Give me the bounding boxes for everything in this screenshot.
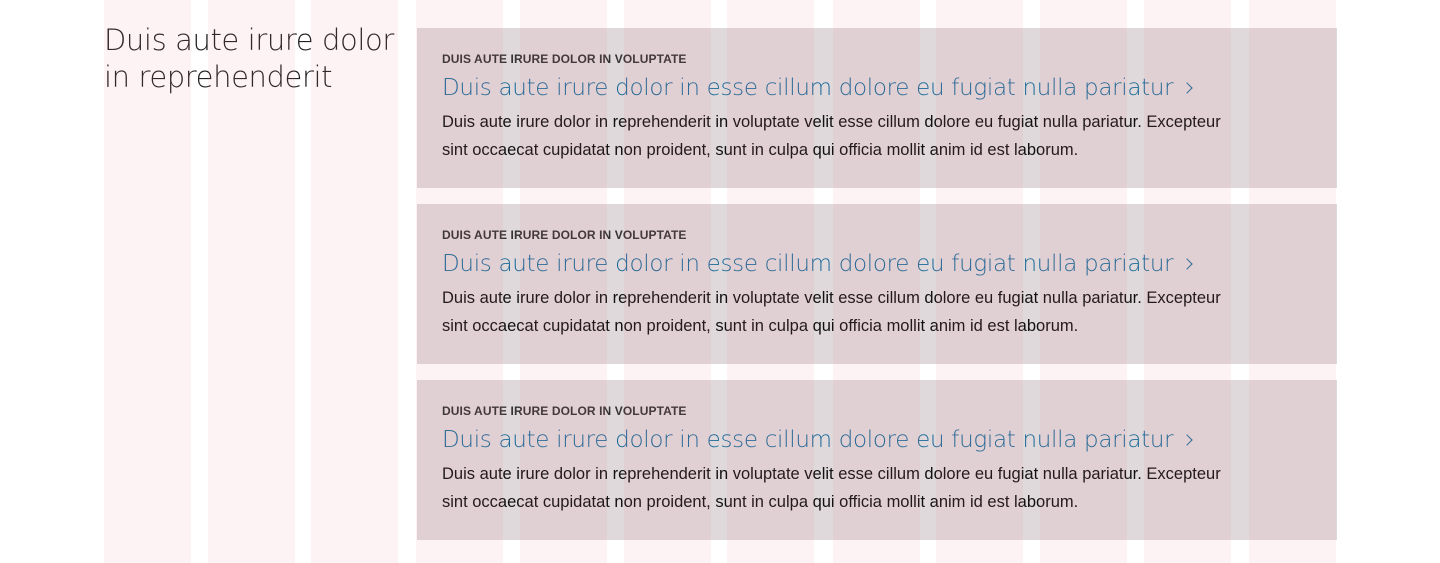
card-eyebrow: DUIS AUTE IRURE DOLOR IN VOLUPTATE [442, 404, 687, 418]
card [417, 28, 1337, 188]
card-title-link[interactable] [442, 249, 1191, 279]
chevron-right-icon [1182, 434, 1193, 445]
card-description: Duis aute irure dolor in reprehenderit in voluptate velit esse cillum dolore eu fugiat nulla pariatur. Excepteur sint occaecat cupidatat non proident, sunt in culpa qui officia mollit anim id est laborum. [442, 465, 1221, 511]
card-eyebrow: DUIS AUTE IRURE DOLOR IN VOLUPTATE [442, 52, 687, 66]
card-title-link[interactable] [442, 73, 1191, 103]
card-list [417, 28, 1337, 556]
card-title-link-label: Duis aute irure dolor in esse cillum dolore eu fugiat nulla pariatur [442, 75, 1174, 101]
section-heading: Duis aute irure dolor in reprehenderit [104, 23, 394, 94]
card-title-link-label: Duis aute irure dolor in esse cillum dolore eu fugiat nulla pariatur [442, 251, 1174, 277]
card-description: Duis aute irure dolor in reprehenderit in voluptate velit esse cillum dolore eu fugiat nulla pariatur. Excepteur sint occaecat cupidatat non proident, sunt in culpa qui officia mollit anim id est laborum. [442, 289, 1221, 335]
card [417, 380, 1337, 540]
card-title-link-label: Duis aute irure dolor in esse cillum dolore eu fugiat nulla pariatur [442, 427, 1174, 453]
card-description: Duis aute irure dolor in reprehenderit in voluptate velit esse cillum dolore eu fugiat nulla pariatur. Excepteur sint occaecat cupidatat non proident, sunt in culpa qui officia mollit anim id est laborum. [442, 113, 1221, 159]
card-eyebrow: DUIS AUTE IRURE DOLOR IN VOLUPTATE [442, 228, 687, 242]
chevron-right-icon [1182, 258, 1193, 269]
chevron-right-icon [1182, 82, 1193, 93]
card [417, 204, 1337, 364]
card-title-link[interactable] [442, 425, 1191, 455]
